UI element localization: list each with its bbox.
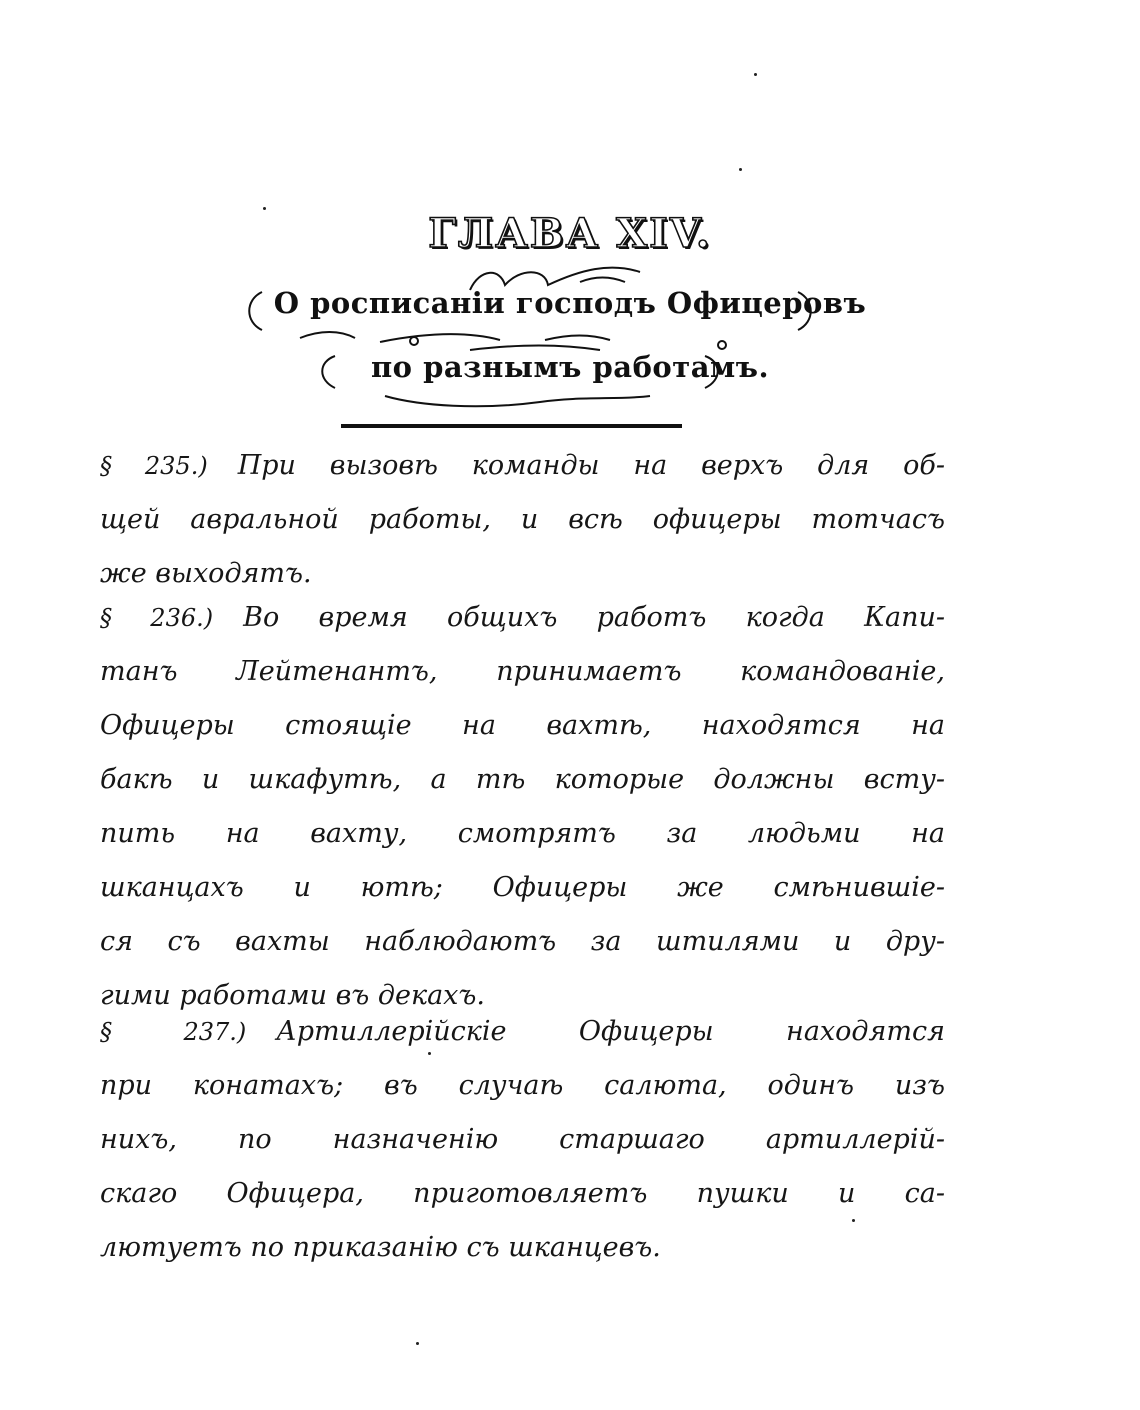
- ink-speck: [754, 73, 757, 76]
- text-line: § 236.) Во время общихъ работъ когда Капи-: [100, 602, 946, 633]
- text-line: пить на вахту, смотрятъ за людьми на: [100, 818, 945, 849]
- ink-speck: [263, 207, 266, 210]
- paragraph-number: § 237.): [100, 1018, 247, 1046]
- swash-mid-1: [300, 332, 355, 338]
- text-line: § 237.) Артиллерійскіе Офицеры находятся: [100, 1016, 945, 1047]
- swash-dot-2: [718, 341, 726, 349]
- right-bracket-1: [798, 292, 811, 330]
- chapter-title: ГЛАВА XIV.: [428, 210, 712, 257]
- right-bracket-2: [705, 356, 718, 388]
- text-line: § 235.) При вызовѣ команды на верхъ для об-: [100, 450, 945, 481]
- swash-top-2: [580, 278, 625, 283]
- ink-speck: [416, 1342, 419, 1345]
- left-bracket-2: [322, 356, 335, 388]
- text-line: бакѣ и шкафутѣ, а тѣ которые должны всту-: [100, 764, 945, 795]
- paragraph-number: § 236.): [100, 604, 214, 632]
- paragraph-number: § 235.): [100, 452, 208, 480]
- chapter-subtitle-line-1: О росписаніи господъ Офицеровъ: [273, 286, 867, 320]
- swash-bottom: [385, 396, 650, 406]
- text-line: танъ Лейтенантъ, принимаетъ командованіе,: [100, 656, 945, 687]
- ink-speck: [739, 168, 742, 171]
- swash-mid-2: [380, 334, 500, 342]
- title-flourish: [0, 0, 1140, 430]
- text-line: скаго Офицера, приготовляетъ пушки и са-: [100, 1178, 945, 1209]
- title-rule: [341, 424, 682, 428]
- text-line: лютуетъ по приказанію съ шканцевъ.: [100, 1232, 661, 1263]
- swash-mid-3: [470, 346, 600, 351]
- left-bracket-1: [249, 292, 262, 330]
- chapter-subtitle-line-2: по разнымъ работамъ.: [370, 350, 770, 384]
- text-line: шканцахъ и ютѣ; Офицеры же смѣнившіе-: [100, 872, 945, 903]
- text-line: щей авральной работы, и всѣ офицеры тотчасъ: [100, 504, 945, 535]
- text-line: же выходятъ.: [100, 558, 312, 589]
- ink-speck: [428, 1052, 431, 1055]
- text-line: ся съ вахты наблюдаютъ за штилями и дру-: [100, 926, 945, 957]
- text-line: Офицеры стоящіе на вахтѣ, находятся на: [100, 710, 945, 741]
- swash-dot-1: [410, 337, 418, 345]
- text-line: нихъ, по назначенію старшаго артиллерій-: [100, 1124, 945, 1155]
- ink-speck: [852, 1219, 855, 1222]
- swash-mid-4: [545, 336, 610, 341]
- text-line: гими работами въ декахъ.: [100, 980, 485, 1011]
- text-line: при конатахъ; въ случаѣ салюта, одинъ изъ: [100, 1070, 945, 1101]
